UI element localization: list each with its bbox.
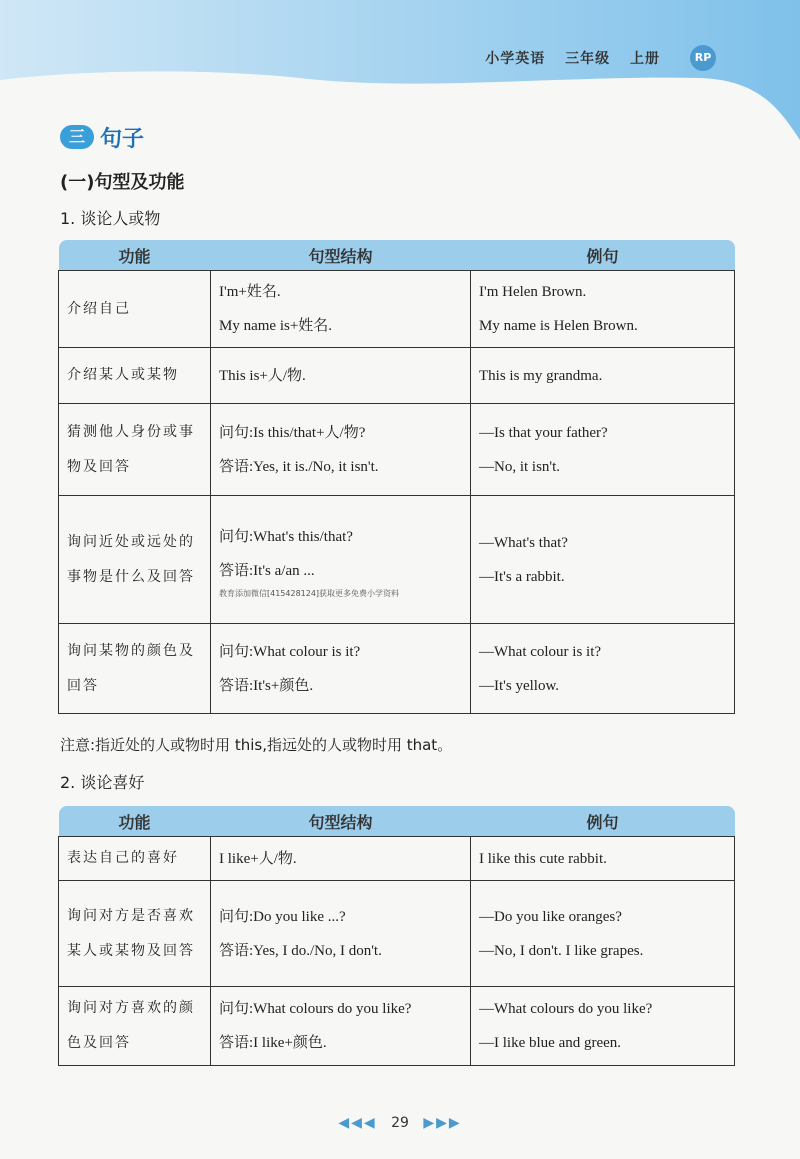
table-row <box>59 496 735 624</box>
right-arrows-icon: ▶▶▶ <box>423 1115 462 1131</box>
example-cell <box>471 404 735 496</box>
usage-note: 注意:指近处的人或物时用 this,指远处的人或物时用 that。 <box>60 736 453 754</box>
structure-cell <box>211 348 471 404</box>
function-cell: 询问某物的颜色及回答 <box>59 624 211 714</box>
structure-cell <box>211 496 471 624</box>
example-line: I like this cute rabbit. <box>479 850 607 867</box>
structure-line: 问句:What colour is it? <box>219 643 361 660</box>
sentence-table-2 <box>58 806 735 1066</box>
header-term: 上册 <box>630 51 660 67</box>
example-cell <box>471 881 735 987</box>
example-line: —What's that? <box>479 534 568 551</box>
header-cell: 句型结构 <box>211 806 471 837</box>
item1-title: 1. 谈论人或物 <box>60 209 161 228</box>
structure-line: 答语:Yes, I do./No, I don't. <box>219 942 382 959</box>
section-title: 句子 <box>100 127 145 152</box>
example-line: —Is that your father? <box>479 424 608 441</box>
example-line: —I like blue and green. <box>479 1035 622 1051</box>
structure-line: 问句:Is this/that+人/物? <box>219 424 366 441</box>
header-cell: 功能 <box>59 806 211 837</box>
structure-line: 答语:It's+颜色. <box>219 677 314 694</box>
structure-line: I'm+姓名. <box>219 284 281 300</box>
structure-cell <box>211 404 471 496</box>
structure-line: 答语:It's a/an ... <box>219 562 315 579</box>
example-cell <box>471 271 735 348</box>
subsection-title: (一)句型及功能 <box>60 172 185 193</box>
structure-line: My name is+姓名. <box>219 318 333 334</box>
table-row <box>59 404 735 496</box>
example-line: My name is Helen Brown. <box>479 318 638 334</box>
example-line: —It's a rabbit. <box>479 568 565 585</box>
header-cell: 句型结构 <box>211 240 471 271</box>
example-line: —What colour is it? <box>479 643 602 660</box>
header-cell: 例句 <box>471 806 735 837</box>
header-grade: 三年级 <box>565 51 611 67</box>
example-line: —What colours do you like? <box>479 1001 653 1017</box>
left-arrows-icon: ◀◀◀ <box>338 1115 377 1131</box>
function-cell: 介绍自己 <box>59 271 211 348</box>
structure-line: 答语:I like+颜色. <box>219 1035 327 1051</box>
structure-line: 问句:What colours do you like? <box>219 1001 412 1017</box>
header-subject: 小学英语 <box>485 51 546 67</box>
example-line: I'm Helen Brown. <box>479 284 587 300</box>
structure-cell <box>211 881 471 987</box>
example-cell <box>471 496 735 624</box>
example-line: —No, I don't. I like grapes. <box>479 942 644 959</box>
structure-line: I like+人/物. <box>219 850 297 867</box>
header-cell: 功能 <box>59 240 211 271</box>
header-wave-band <box>0 0 800 140</box>
example-cell <box>471 624 735 714</box>
table-row <box>59 881 735 987</box>
table-row <box>59 348 735 404</box>
table-row <box>59 624 735 714</box>
structure-line: 问句:Do you like ...? <box>219 908 346 925</box>
watermark-text: 教育添加微信[415428124]获取更多免费小学资料 <box>219 588 400 598</box>
structure-cell <box>211 271 471 348</box>
table-row <box>59 987 735 1066</box>
structure-cell <box>211 624 471 714</box>
example-line: —It's yellow. <box>479 677 560 694</box>
example-cell <box>471 987 735 1066</box>
structure-line: This is+人/物. <box>219 367 306 384</box>
table-row <box>59 271 735 348</box>
function-cell: 介绍某人或某物 <box>59 348 211 404</box>
table-row <box>59 837 735 881</box>
example-line: —Do you like oranges? <box>479 908 622 925</box>
rp-badge-icon: RP <box>690 45 716 71</box>
example-cell <box>471 348 735 404</box>
structure-cell <box>211 987 471 1066</box>
structure-cell <box>211 837 471 881</box>
function-cell: 猜测他人身份或事物及回答 <box>59 404 211 496</box>
function-cell: 询问对方是否喜欢某人或某物及回答 <box>59 881 211 987</box>
function-cell: 询问对方喜欢的颜色及回答 <box>59 987 211 1066</box>
page-footer <box>0 1115 800 1131</box>
section-number-badge: 三 <box>60 125 94 149</box>
sentence-table-1 <box>58 240 735 714</box>
example-line: —No, it isn't. <box>479 458 561 475</box>
example-line: This is my grandma. <box>479 367 603 384</box>
book-header <box>471 48 660 68</box>
structure-line: 问句:What's this/that? <box>219 528 353 545</box>
function-cell: 表达自己的喜好 <box>59 837 211 881</box>
structure-line: 答语:Yes, it is./No, it isn't. <box>219 458 379 475</box>
header-cell: 例句 <box>471 240 735 271</box>
page-number: 29 <box>391 1115 409 1131</box>
function-cell: 询问近处或远处的事物是什么及回答 <box>59 496 211 624</box>
item2-title: 2. 谈论喜好 <box>60 773 145 792</box>
example-cell <box>471 837 735 881</box>
